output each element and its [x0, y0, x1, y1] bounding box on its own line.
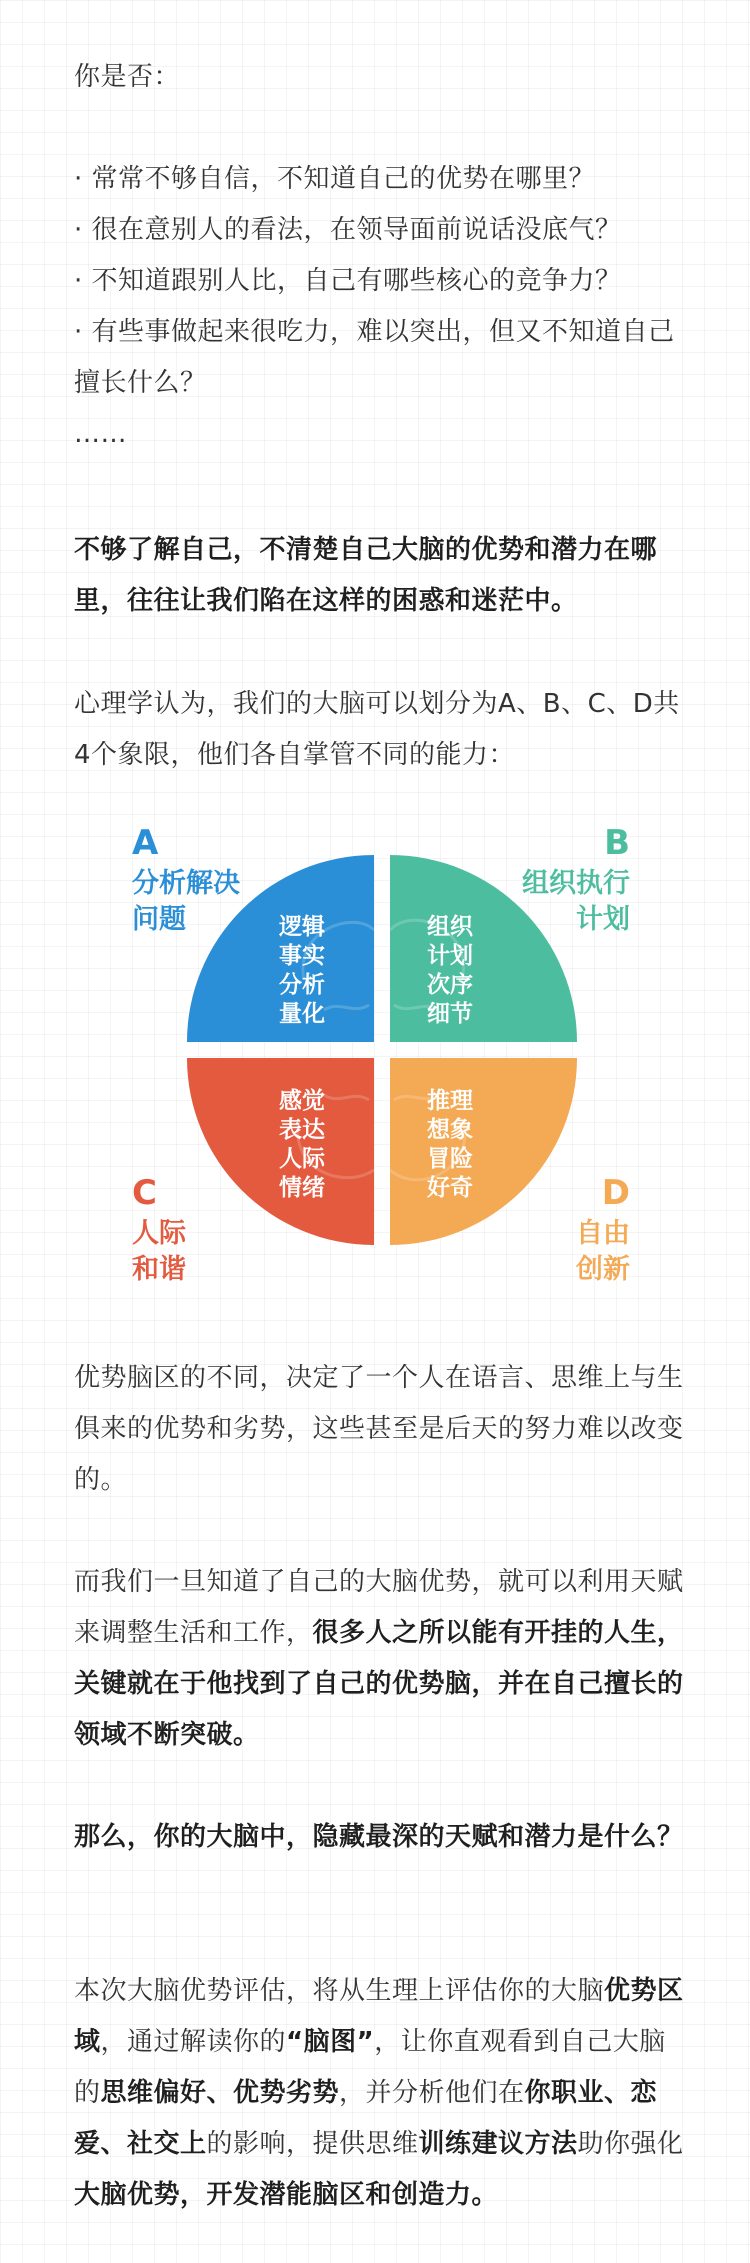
text-run: ，并分析他们在: [339, 2078, 525, 2108]
bold-run: 大脑优势，开发潜能脑区和创造力。: [74, 2180, 499, 2210]
quadrant-b-heading: [522, 820, 630, 938]
quadrant-c-title: 和谐: [132, 1254, 186, 1285]
quadrant-a-items: [272, 913, 332, 1029]
paragraph-text: [74, 1966, 690, 2221]
quadrant-c-heading: [132, 1170, 186, 1288]
highlight-text: 不够了解自己，不清楚自己大脑的优势和潜力在哪里，往往让我们陷在这样的困惑和迷茫中。: [74, 535, 658, 616]
quadrant-d-items: [420, 1087, 480, 1203]
text-run: 助你强化: [577, 2129, 684, 2159]
quadrant-a-title: 问题: [132, 904, 186, 935]
ellipsis: ……: [74, 419, 127, 449]
text-run: 的影响，提供思维: [206, 2129, 419, 2159]
advantage-paragraph: [74, 1557, 690, 1761]
quadrant-d-title: 自由: [576, 1218, 630, 1249]
quadrant-item: 逻辑: [279, 914, 325, 940]
quadrant-item: 计划: [427, 943, 473, 969]
quadrant-a-heading: [132, 820, 240, 938]
bullet-item: · 常常不够自信，不知道自己的优势在哪里？: [74, 164, 596, 194]
psychology-paragraph: [74, 679, 690, 781]
quadrant-a-title: 分析解决: [132, 868, 240, 899]
intro-section: [74, 52, 690, 460]
bold-run: 你职业、恋爱、社交上: [74, 2078, 658, 2159]
quadrant-item: 人际: [279, 1146, 325, 1172]
brain-difference-paragraph: [74, 1353, 690, 1506]
quadrant-item: 事实: [279, 943, 325, 969]
quadrant-item: 想象: [427, 1117, 473, 1143]
quadrant-item: 细节: [427, 1001, 473, 1027]
psychology-text: 心理学认为，我们的大脑可以划分为A、B、C、D共4个象限，他们各自掌管不同的能力：: [74, 689, 680, 770]
paragraph-bold-text: 很多人之所以能有开挂的人生，关键就在于他找到了自己的优势脑，并在自己擅长的领域不断突破。: [74, 1618, 684, 1750]
quadrant-d-letter: D: [601, 1173, 630, 1213]
bullet-item: · 不知道跟别人比，自己有哪些核心的竞争力？: [74, 266, 622, 296]
bold-run: “脑图”: [286, 2027, 375, 2057]
highlight-paragraph: [74, 525, 690, 627]
quadrant-b-title: 计划: [576, 904, 630, 935]
quadrant-item: 分析: [279, 972, 325, 998]
quadrant-c-items: [272, 1087, 332, 1203]
question-paragraph: [74, 1812, 690, 1863]
quadrant-b-title: 组织执行: [522, 868, 630, 899]
quadrant-item: 感觉: [279, 1088, 325, 1114]
quadrant-a-letter: A: [132, 823, 159, 863]
bullet-item: · 有些事做起来很吃力，难以突出，但又不知道自己擅长什么？: [74, 317, 675, 398]
brain-quadrant-diagram: [74, 800, 690, 1320]
quadrant-item: 好奇: [427, 1175, 473, 1201]
bullet-item: · 很在意别人的看法，在领导面前说话没底气？: [74, 215, 622, 245]
quadrant-item: 次序: [427, 972, 473, 998]
text-run: ，通过解读你的: [100, 2027, 287, 2057]
bold-run: 优势区域: [74, 1976, 684, 2057]
quadrant-d: [390, 1058, 577, 1245]
text-run: ，让你直观看到自己大脑的: [74, 2027, 666, 2108]
bold-run: 训练建议方法: [418, 2129, 578, 2159]
quadrant-item: 表达: [279, 1117, 325, 1143]
text-run: 本次大脑优势评估，将从生理上评估你的大脑: [74, 1976, 605, 2006]
quadrant-item: 情绪: [279, 1175, 325, 1201]
paragraph-text: 优势脑区的不同，决定了一个人在语言、思维上与生俱来的优势和劣势，这些甚至是后天的努力难以改变的。: [74, 1363, 684, 1495]
quadrant-d-title: 创新: [576, 1254, 630, 1285]
quadrant-c-title: 人际: [132, 1218, 186, 1249]
quadrant-b-items: [420, 913, 480, 1029]
paragraph-normal-text: 而我们一旦知道了自己的大脑优势，就可以利用天赋来调整生活和工作，: [74, 1567, 684, 1648]
quadrant-c-letter: C: [132, 1173, 157, 1213]
quadrant-d-heading: [576, 1170, 630, 1288]
quadrant-item: 组织: [427, 914, 473, 940]
quadrant-b-letter: B: [604, 823, 630, 863]
spacer: [74, 103, 690, 154]
quadrant-item: 冒险: [427, 1146, 473, 1172]
intro-lead: 你是否：: [74, 62, 181, 92]
assessment-paragraph: [74, 1966, 690, 2221]
question-text: 那么，你的大脑中，隐藏最深的天赋和潜力是什么？: [74, 1822, 684, 1852]
bold-run: 思维偏好、优势劣势: [100, 2078, 340, 2108]
paragraph-text: [74, 1557, 690, 1761]
quadrant-item: 量化: [279, 1001, 325, 1027]
quadrant-item: 推理: [427, 1088, 473, 1114]
